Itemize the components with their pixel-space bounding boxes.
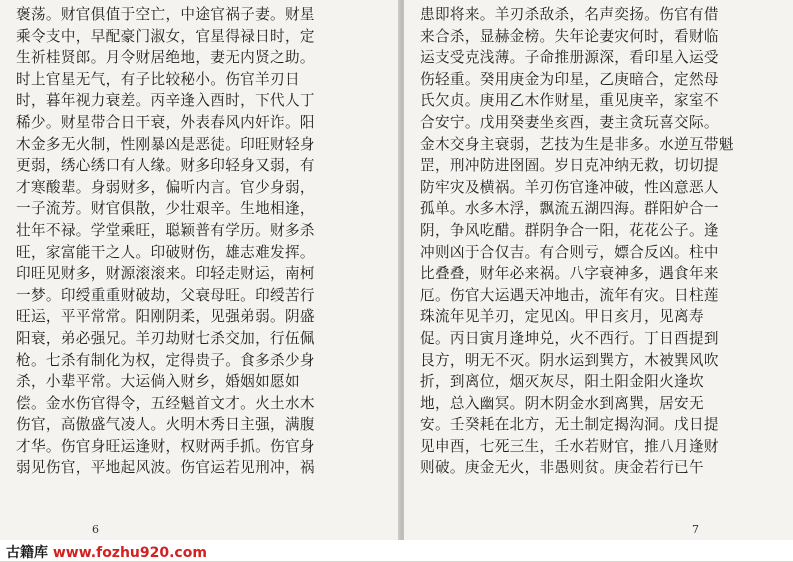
text-line: 艮方，明无不灭。阴水运到巽方，木被巽风吹 bbox=[420, 351, 719, 369]
text-line: 一子流芳。财官俱散，少壮艰辛。生地相逢， bbox=[16, 200, 315, 218]
text-line: 旺运，平平常常。阳刚阴柔，见强弟弱。阴盛 bbox=[16, 308, 315, 326]
right-page bbox=[404, 0, 793, 540]
text-line: 更弱，绣心绣口有人缘。财多印轻身又弱，有 bbox=[16, 157, 315, 175]
text-line: 杀，小辈平常。大运倘入财乡，婚姻如愿如 bbox=[16, 373, 300, 391]
left-page bbox=[0, 0, 400, 540]
text-line: 印旺见财多，财源滚滚来。印轻走财运，南柯 bbox=[16, 265, 315, 283]
left-page-text bbox=[16, 4, 392, 479]
text-line: 患即将来。羊刃杀敌杀，名声奕扬。伤官有借 bbox=[420, 6, 719, 23]
text-line: 罡，刑冲防进囹圄。岁日克冲纳无救，切切提 bbox=[420, 157, 719, 175]
text-line: 折，到离位，烟灭灰尽，阳土阳金阳火逢坎 bbox=[420, 373, 704, 391]
text-line: 冲则凶于合仅吉。有合则亏，嫖合反凶。柱中 bbox=[420, 243, 719, 261]
text-line: 珠流年见羊刃，定见凶。甲日亥月，见离寿 bbox=[420, 308, 704, 326]
text-line: 厄。伤官大运遇天冲地击，流年有灾。日柱莲 bbox=[420, 286, 719, 304]
text-line: 乘令支中，早配豪门淑女，官星得禄日时，定 bbox=[16, 27, 315, 45]
text-line: 见申酉，七死三生，壬水若财官，推八月逢财 bbox=[420, 437, 719, 455]
text-line: 运支受克浅薄。子命推册源深，看印星入运受 bbox=[420, 49, 719, 67]
footer-bar bbox=[0, 540, 793, 561]
text-line: 弱见伤官，平地起风波。伤官运若见刑冲，祸 bbox=[16, 459, 315, 477]
text-line: 阴，争风吃醋。群阴争合一阳，花花公子。逢 bbox=[420, 221, 719, 239]
text-line: 生祈桂贤郎。月令财居绝地，妻无内贤之助。 bbox=[16, 49, 315, 67]
site-url: www.fozhu920.com bbox=[52, 545, 207, 561]
text-line: 壮年不禄。学堂乘旺，聪颖普有学历。财多杀 bbox=[16, 221, 315, 239]
text-line: 时，暮年视力衰差。丙辛逢入酉时，下代人丁 bbox=[16, 92, 315, 110]
text-line: 来合杀，显赫金榜。失年论妻灾何时，看财临 bbox=[420, 27, 719, 45]
text-line: 阳衰，弟必强兄。羊刃劫财七杀交加，行伍佩 bbox=[16, 329, 315, 347]
text-line: 一梦。印绶重重财破劫，父衰母旺。印绶苦行 bbox=[16, 286, 315, 304]
left-page-number: 6 bbox=[92, 523, 99, 536]
text-line: 安。壬癸耗在北方，无土制定揭沟洞。戊日提 bbox=[420, 416, 719, 434]
text-line: 稀少。财星带合日干衰，外表春风内奸诈。阳 bbox=[16, 113, 315, 131]
text-line: 合安宁。戊用癸妻坐亥酉，妻主贪玩喜交际。 bbox=[420, 113, 719, 131]
text-line: 才寒酸辈。身弱财多，偏听内言。官少身弱， bbox=[16, 178, 315, 196]
text-line: 旺，家富能干之人。印破财伤，雄志难发挥。 bbox=[16, 243, 315, 261]
right-page-number: 7 bbox=[692, 523, 699, 536]
text-line: 时上官星无气，有子比较秘小。伤官羊刃日 bbox=[16, 70, 300, 88]
text-line: 地，总入幽冥。阴木阴金水到离巽，居安无 bbox=[420, 394, 704, 412]
text-line: 则破。庚金无火，非愚则贫。庚金若行已午 bbox=[420, 459, 704, 477]
text-line: 孤单。水多木浮，飘流五湖四海。群阳妒合一 bbox=[420, 200, 719, 218]
text-line: 比叠叠，财年必来祸。八字衰神多，遇食年来 bbox=[420, 265, 719, 283]
text-line: 偿。金水伤官得令，五经魁首文才。火土水木 bbox=[16, 394, 315, 412]
text-line: 氏欠贞。庚用乙木作财星，重见庚辛，家室不 bbox=[420, 92, 719, 110]
text-line: 伤轻重。癸用庚金为印星，乙庚暗合，定然母 bbox=[420, 70, 719, 88]
text-line: 才华。伤官身旺运逢财，权财两手抓。伤官身 bbox=[16, 437, 315, 455]
text-line: 褒荡。财官俱值于空亡，中途官祸子妻。财星 bbox=[16, 6, 315, 23]
site-name: 古籍库 bbox=[6, 545, 48, 561]
right-page-text bbox=[420, 4, 783, 479]
text-line: 防牢灾及横祸。羊刃伤官逢冲破，性凶意恶人 bbox=[420, 178, 719, 196]
text-line: 木金多无火制，性刚暴凶是恶徒。印旺财轻身 bbox=[16, 135, 315, 153]
text-line: 促。丙日寅月逢坤兑，火不西行。丁日酉提到 bbox=[420, 329, 719, 347]
text-line: 伤官，高傲盛气凌人。火明木秀日主强，满腹 bbox=[16, 416, 315, 434]
site-watermark[interactable] bbox=[6, 542, 207, 562]
text-line: 枪。七杀有制化为权，定得贵子。食多杀少身 bbox=[16, 351, 315, 369]
text-line: 金木交身主衰弱，艺技为生是非多。水逆互带魁 bbox=[420, 135, 734, 153]
